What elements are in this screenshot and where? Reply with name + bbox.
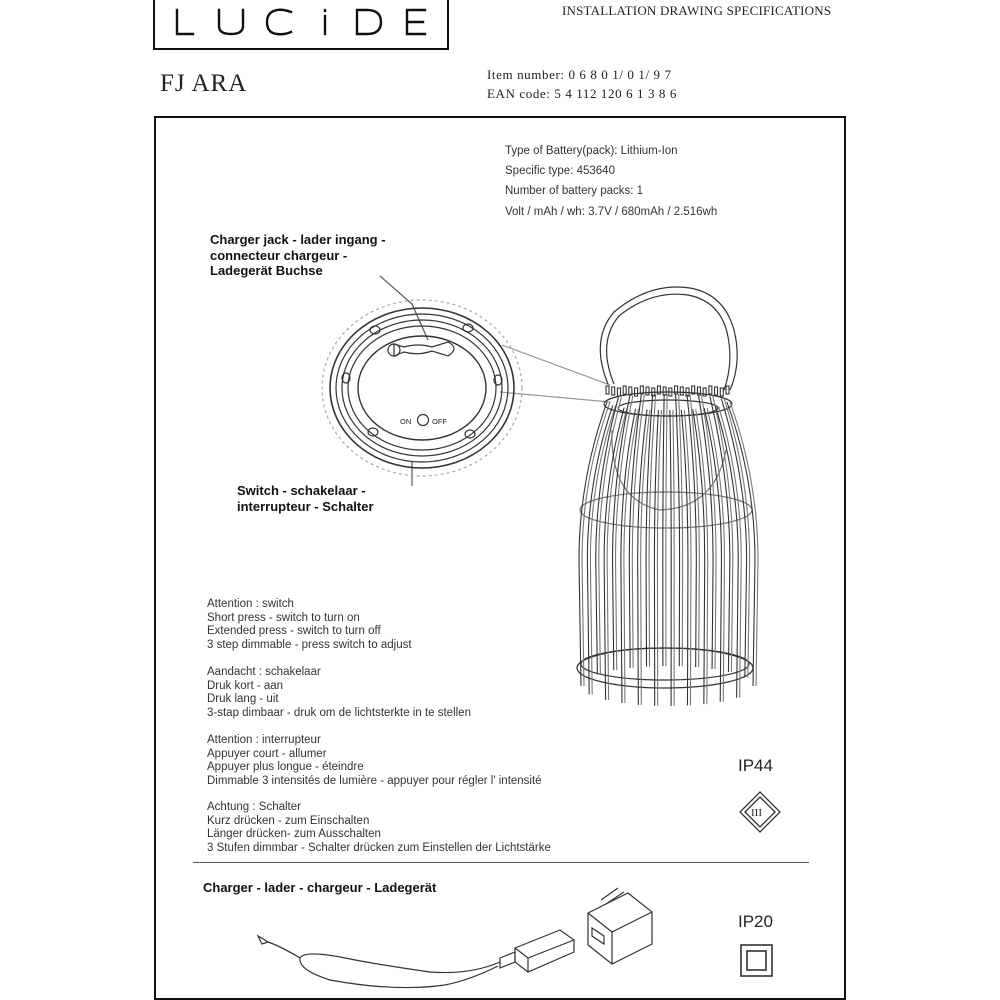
callout-line: Ladegerät Buchse: [210, 263, 323, 278]
lantern-hook: [675, 386, 678, 394]
section-divider: [193, 862, 809, 863]
lantern-hook: [617, 388, 620, 396]
lantern-bar: [676, 394, 680, 666]
lantern-hook: [623, 386, 626, 394]
ip20-rating: IP20: [738, 912, 773, 931]
instruction-line: Attention : switch: [207, 598, 294, 610]
lantern-bar: [670, 410, 671, 706]
instruction-line: Short press - switch to turn on: [207, 611, 360, 624]
lantern-bar: [696, 409, 708, 704]
lantern-bar: [624, 409, 639, 703]
lantern-hook: [720, 388, 723, 396]
instruction-line: 3 Stufen dimmbar - Schalter drücken zum Einstellen der Lichtstärke: [207, 841, 551, 854]
spec-line: Specific type: 453640: [505, 165, 615, 178]
lantern-bar: [666, 394, 667, 666]
product-name: FJ ARA: [160, 70, 248, 97]
instruction-line: Achtung : Schalter: [207, 801, 301, 813]
lantern-bar: [687, 394, 696, 667]
instructions-fr: [207, 734, 542, 788]
lantern-hook: [726, 386, 729, 394]
instruction-line: 3-stap dimbaar - druk om de lichtsterkte in te stellen: [207, 706, 471, 719]
lantern-hook: [657, 386, 660, 394]
callout-line: Switch - schakelaar -: [237, 483, 366, 498]
instruction-line: Appuyer court - allumer: [207, 747, 327, 760]
instructions-en: [207, 598, 412, 652]
callout-line: Charger jack - lader ingang -: [210, 232, 386, 247]
spec-line: Type of Battery(pack): Lithium-Ion: [505, 145, 678, 157]
instruction-line: Druk kort - aan: [207, 679, 284, 692]
lantern-bars: [579, 386, 758, 706]
instruction-line: Attention : interrupteur: [207, 734, 321, 746]
lantern-bar: [657, 410, 661, 706]
instruction-line: Druk lang - uit: [207, 693, 279, 705]
instructions-de: [207, 801, 551, 855]
lantern-hook: [703, 388, 706, 396]
lantern-hook: [709, 386, 712, 394]
instructions-nl: [207, 666, 471, 720]
lantern-hook: [680, 387, 683, 395]
lantern-hook: [646, 387, 649, 395]
doc-title: INSTALLATION DRAWING SPECIFICATIONS: [562, 3, 832, 18]
item-number: Item number: 0 6 8 0 1/ 0 1/ 9 7: [487, 67, 672, 82]
instruction-line: Länger drücken- zum Ausschalten: [207, 828, 381, 840]
lantern-hook: [715, 387, 718, 395]
lantern-hook: [612, 387, 615, 395]
lantern-hook: [663, 387, 666, 395]
instruction-line: Dimmable 3 intensités de lumière - appuyer pour régler l' intensité: [207, 774, 542, 787]
logo-text: LUCIDE: [153, 0, 157, 1]
lantern-bar: [673, 410, 674, 706]
lantern-hook: [635, 388, 638, 396]
lantern-bar: [663, 394, 664, 666]
switch-on-label: ON: [400, 417, 412, 426]
ip44-rating: IP44: [738, 756, 773, 775]
instruction-line: Extended press - switch to turn off: [207, 625, 381, 637]
spec-line: Number of battery packs: 1: [505, 185, 644, 198]
switch-off-label: OFF: [432, 417, 447, 426]
spec-line: Volt / mAh / wh: 3.7V / 680mAh / 2.516wh: [505, 205, 718, 218]
instruction-line: 3 step dimmable - press switch to adjust: [207, 638, 412, 651]
instruction-line: Appuyer plus longue - éteindre: [207, 761, 364, 773]
lantern-hook: [606, 386, 609, 394]
instruction-line: Kurz drücken - zum Einschalten: [207, 814, 370, 827]
lantern-bar: [701, 395, 716, 669]
charger-title: Charger - lader - chargeur - Ladegerät: [203, 880, 437, 895]
ean-code: EAN code: 5 4 112 120 6 1 3 8 6: [487, 86, 677, 101]
callout-line: connecteur chargeur -: [210, 247, 348, 263]
class-iii-symbol: III: [751, 807, 762, 819]
callout-line: interrupteur - Schalter: [237, 498, 374, 514]
instruction-line: Aandacht : schakelaar: [207, 666, 321, 678]
lantern-bar: [698, 395, 713, 669]
